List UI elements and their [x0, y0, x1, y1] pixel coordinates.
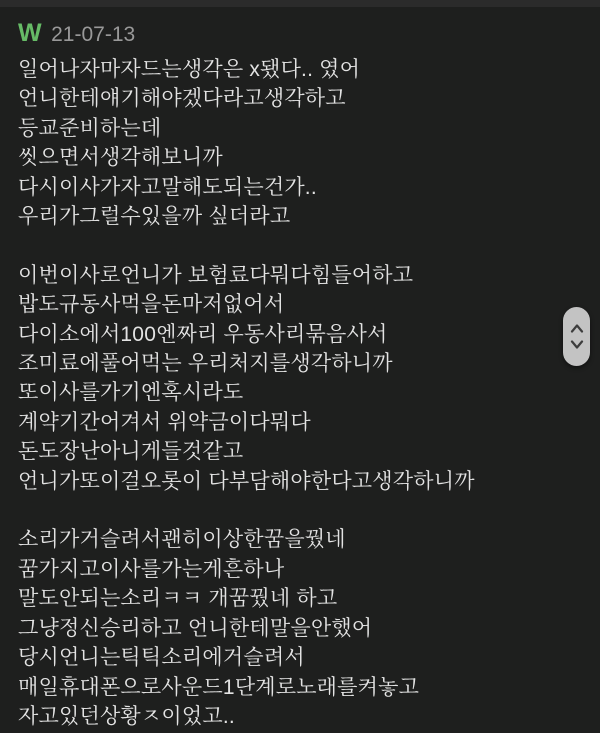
post-header: [18, 21, 135, 46]
paragraph-1: [18, 55, 564, 231]
post-line: 조미료에풀어먹는 우리처지를생각하니까: [18, 352, 393, 376]
post-line: 다이소에서100엔짜리 우동사리묶음사서: [18, 322, 388, 346]
post-line: 밥도규동사먹을돈마저없어서: [18, 293, 285, 317]
post-line: 그냥정신승리하고 언니한테말을안했어: [18, 616, 373, 640]
scroll-up-button[interactable]: [569, 324, 584, 333]
post-line: 언니한테얘기해야겠다라고생각하고: [18, 87, 346, 111]
post-line: 매일휴대폰으로사운드1단계로노래를켜놓고: [18, 675, 420, 699]
top-edge-highlight: [0, 0, 600, 7]
post-line: 일어나자마자드는생각은 x됐다.. 였어: [18, 58, 361, 81]
post-line: 소리가거슬려서괜히이상한꿈을꿨네: [18, 528, 346, 552]
post-line: 돈도장난아니게들것같고: [18, 440, 244, 464]
chevron-up-icon: [570, 324, 584, 333]
post-line: 등교준비하는데: [18, 116, 162, 140]
chevron-down-icon: [570, 340, 584, 349]
paragraph-2: [18, 261, 564, 496]
post-line: 당시언니는틱틱소리에거슬려서: [18, 646, 305, 670]
post-line: 우리가그럴수있을까 싶더라고: [18, 205, 291, 229]
post-line: 꿈가지고이사를가는게흔하나: [18, 557, 285, 581]
paragraph-3: [18, 525, 564, 731]
post-line: 다시이사가자고말해도되는건가..: [18, 175, 317, 199]
scroll-widget[interactable]: [563, 307, 590, 366]
post-line: 자고있던상황ㅈ이었고..: [18, 704, 235, 728]
post-line: 말도안되는소리ㅋㅋ 개꿈꿨네 하고: [18, 587, 338, 611]
post-line: 계약기간어겨서 위약금이다뭐다: [18, 410, 311, 434]
post-line: 언니가또이걸오롯이 다부담해야한다고생각하니까: [18, 469, 475, 493]
post-date: 21-07-13: [51, 23, 136, 46]
post-line: 또이사를가기엔혹시라도: [18, 381, 244, 405]
post-line: 이번이사로언니가 보험료다뭐다힘들어하고: [18, 263, 414, 287]
post-content: [18, 55, 564, 731]
scroll-down-button[interactable]: [569, 340, 584, 349]
post-line: 씻으면서생각해보니까: [18, 146, 223, 170]
author-badge[interactable]: W: [18, 19, 43, 47]
